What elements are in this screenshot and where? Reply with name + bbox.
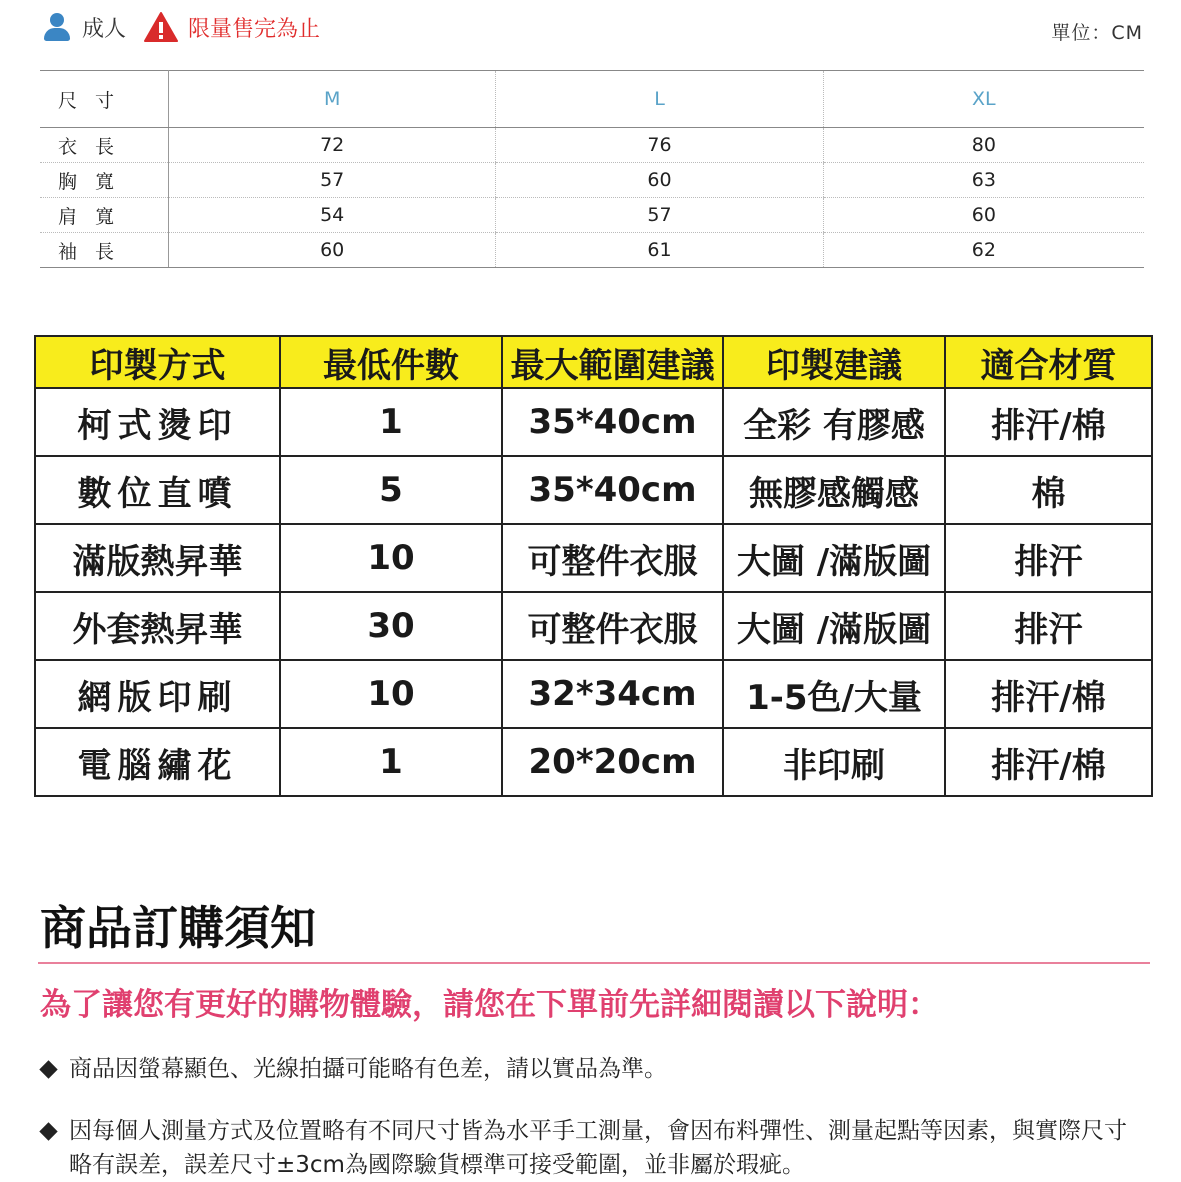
table-row — [35, 592, 1152, 660]
table-cell: 20*20cm — [502, 728, 723, 796]
notice-item-text: 商品因螢幕顯色、光線拍攝可能略有色差，請以實品為準。 — [69, 1056, 667, 1082]
info-bar — [42, 8, 320, 46]
table-cell: 可整件衣服 — [502, 592, 723, 660]
table-cell: 10 — [280, 660, 502, 728]
table-cell: 排汗/棉 — [945, 660, 1152, 728]
row-label: 衣長 — [40, 128, 169, 163]
size-column-m: M — [169, 71, 496, 128]
header-material: 適合材質 — [945, 336, 1152, 388]
table-cell: 5 — [280, 456, 502, 524]
notice-item — [38, 1114, 1148, 1182]
table-cell: 57 — [169, 163, 496, 198]
size-header-label: 尺寸 — [40, 71, 169, 128]
warning-icon — [144, 11, 178, 43]
table-cell: 76 — [496, 128, 823, 163]
table-cell: 棉 — [945, 456, 1152, 524]
notice-subtitle: 為了讓您有更好的購物體驗，請您在下單前先詳細閱讀以下說明： — [40, 987, 939, 1023]
table-row — [40, 163, 1144, 198]
table-cell: 排汗/棉 — [945, 728, 1152, 796]
diamond-bullet-icon — [39, 1122, 57, 1140]
header-max-area: 最大範圍建議 — [502, 336, 723, 388]
size-column-xl: XL — [823, 71, 1144, 128]
table-cell: 80 — [823, 128, 1144, 163]
unit-label: 單位：CM — [1051, 22, 1143, 44]
notice-title: 商品訂購須知 — [40, 901, 316, 955]
method-cell: 數位直噴 — [35, 456, 280, 524]
method-cell: 柯式燙印 — [35, 388, 280, 456]
table-cell: 可整件衣服 — [502, 524, 723, 592]
table-cell: 非印刷 — [723, 728, 945, 796]
table-cell: 72 — [169, 128, 496, 163]
table-row — [40, 233, 1144, 268]
table-cell: 全彩 有膠感 — [723, 388, 945, 456]
table-row — [40, 198, 1144, 233]
print-table-header — [35, 336, 1152, 388]
table-cell: 35*40cm — [502, 388, 723, 456]
table-cell: 30 — [280, 592, 502, 660]
row-label: 胸寬 — [40, 163, 169, 198]
table-cell: 排汗 — [945, 524, 1152, 592]
audience-label: 成人 — [82, 16, 127, 42]
table-row — [40, 128, 1144, 163]
notice-divider — [38, 962, 1150, 964]
table-row — [35, 388, 1152, 456]
row-label: 肩寬 — [40, 198, 169, 233]
table-cell: 54 — [169, 198, 496, 233]
table-cell: 57 — [496, 198, 823, 233]
table-row — [35, 456, 1152, 524]
table-cell: 大圖 /滿版圖 — [723, 524, 945, 592]
notice-item — [38, 1052, 667, 1086]
method-cell: 網版印刷 — [35, 660, 280, 728]
header-method: 印製方式 — [35, 336, 280, 388]
row-label: 袖長 — [40, 233, 169, 268]
person-icon — [42, 11, 72, 43]
table-cell: 32*34cm — [502, 660, 723, 728]
table-cell: 無膠感觸感 — [723, 456, 945, 524]
table-cell: 1-5色/大量 — [723, 660, 945, 728]
table-row — [35, 524, 1152, 592]
method-cell: 外套熱昇華 — [35, 592, 280, 660]
notice-item-text: 因每個人測量方式及位置略有不同尺寸皆為水平手工測量，會因布料彈性、測量起點等因素，與實際尺寸略有誤差，誤差尺寸±3cm為國際驗貨標準可接受範圍，並非屬於瑕疵。 — [69, 1118, 1127, 1178]
size-table-header — [40, 71, 1144, 128]
method-cell: 滿版熱昇華 — [35, 524, 280, 592]
table-cell: 大圖 /滿版圖 — [723, 592, 945, 660]
header-suggestion: 印製建議 — [723, 336, 945, 388]
table-cell: 60 — [823, 198, 1144, 233]
table-cell: 61 — [496, 233, 823, 268]
size-column-l: L — [496, 71, 823, 128]
table-cell: 1 — [280, 728, 502, 796]
table-cell: 60 — [496, 163, 823, 198]
table-cell: 排汗/棉 — [945, 388, 1152, 456]
diamond-bullet-icon — [39, 1060, 57, 1078]
size-table — [40, 70, 1144, 268]
table-cell: 35*40cm — [502, 456, 723, 524]
table-cell: 10 — [280, 524, 502, 592]
header-min-qty: 最低件數 — [280, 336, 502, 388]
table-cell: 60 — [169, 233, 496, 268]
print-method-table — [34, 335, 1153, 797]
table-cell: 排汗 — [945, 592, 1152, 660]
limited-warning: 限量售完為止 — [188, 16, 321, 42]
table-row — [35, 728, 1152, 796]
table-row — [35, 660, 1152, 728]
method-cell: 電腦繡花 — [35, 728, 280, 796]
table-cell: 1 — [280, 388, 502, 456]
table-cell: 63 — [823, 163, 1144, 198]
table-cell: 62 — [823, 233, 1144, 268]
